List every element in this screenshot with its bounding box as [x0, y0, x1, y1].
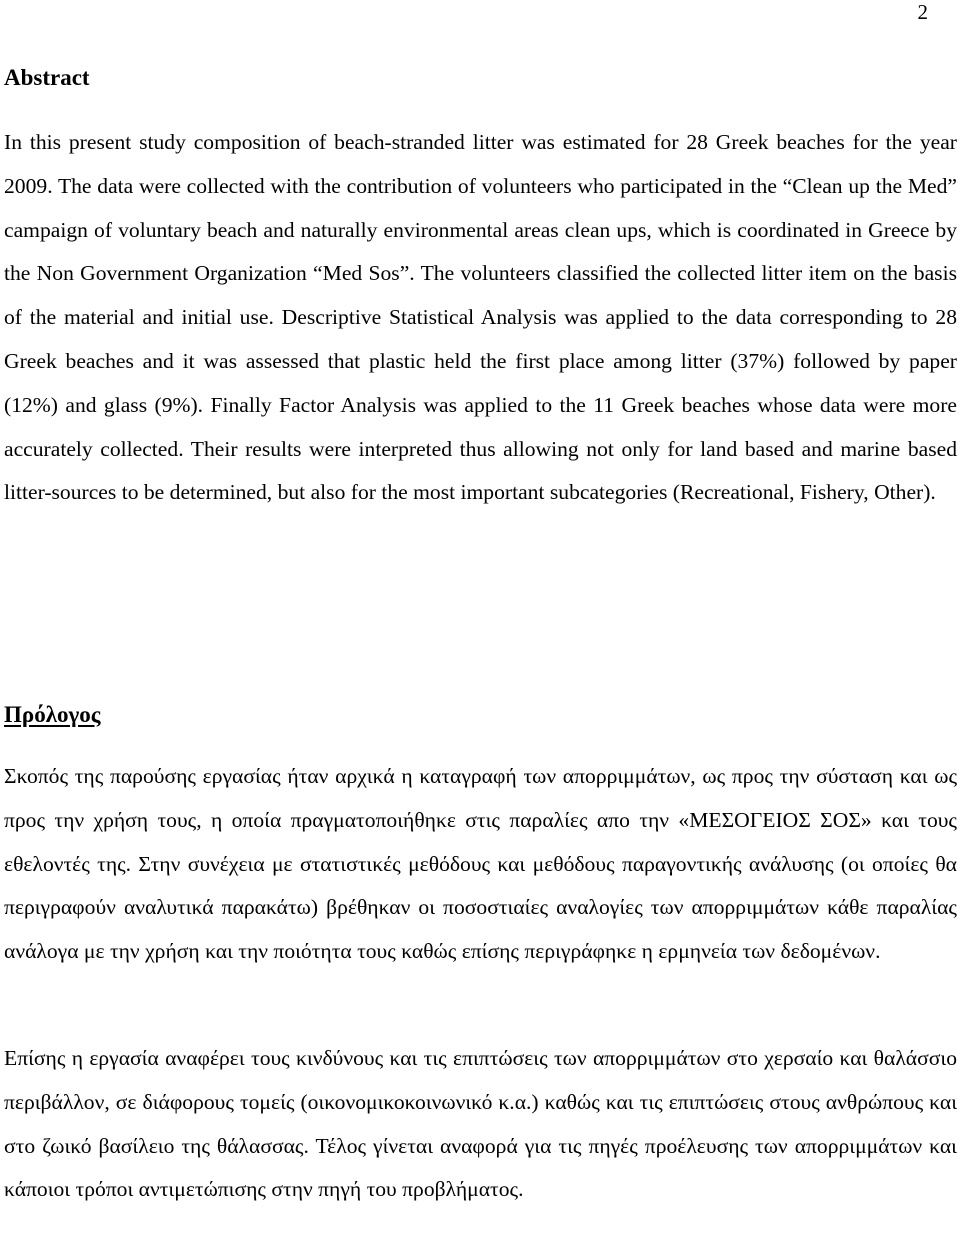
prologue-paragraph-2: Επίσης η εργασία αναφέρει τους κινδύνους και τις επιπτώσεις των απορριμμάτων στο χερσαίο και θαλάσσιο περιβάλλον, σε διάφορους τομείς (οικονομικοκοινωνικό κ.α.) καθώς και τις επιπτώσεις στους ανθρώπους και στο ζωικό βασίλειο της θάλασσας. Τέλος γίνεται αναφορά για τις πηγές προέλευσης των απορριμμάτων και κάποιοι τρόποι αντιμετώπισης στην πηγή του προβλήματος.: [4, 1046, 957, 1202]
abstract-heading: Abstract: [4, 65, 90, 90]
page-number: 2: [917, 0, 928, 24]
prologue-paragraph-1: Σκοπός της παρούσης εργασίας ήταν αρχικά η καταγραφή των απορριμμάτων, ως προς την σύσταση και ως προς την χρήση τους, η οποία πραγματοποιήθηκε στις παραλίες απο την «ΜΕΣΟΓΕΙΟΣ ΣΟΣ» και τους εθελοντές της. Στην συνέχεια με στατιστικές μεθόδους και μεθόδους παραγοντικής ανάλυσης (οι οποίες θα περιγραφούν αναλυτικά παρακάτω) βρέθηκαν οι ποσοστιαίες αναλογίες των απορριμμάτων κάθε παραλίας ανάλογα με την χρήση και την ποιότητα τους καθώς επίσης περιγράφηκε η ερμηνεία των δεδομένων.: [4, 764, 957, 964]
abstract-text: In this present study composition of beach-stranded litter was estimated for 28 Greek beaches for the year 2009. The data were collected with the contribution of volunteers who participated in the “Clean up the Med” campaign of voluntary beach and naturally environmental areas clean ups, which is coordinated in Greece by the Non Government Organization “Med Sos”. The volunteers classified the collected litter item on the basis of the material and initial use. Descriptive Statistical Analysis was applied to the data corresponding to 28 Greek beaches and it was assessed that plastic held the first place among litter (37%) followed by paper (12%) and glass (9%). Finally Factor Analysis was applied to the 11 Greek beaches whose data were more accurately collected. Their results were interpreted thus allowing not only for land based and marine based litter-sources to be determined, but also for the most important subcategories (Recreational, Fishery, Other).: [4, 130, 957, 505]
prologue-heading: Πρόλογος: [4, 702, 101, 727]
